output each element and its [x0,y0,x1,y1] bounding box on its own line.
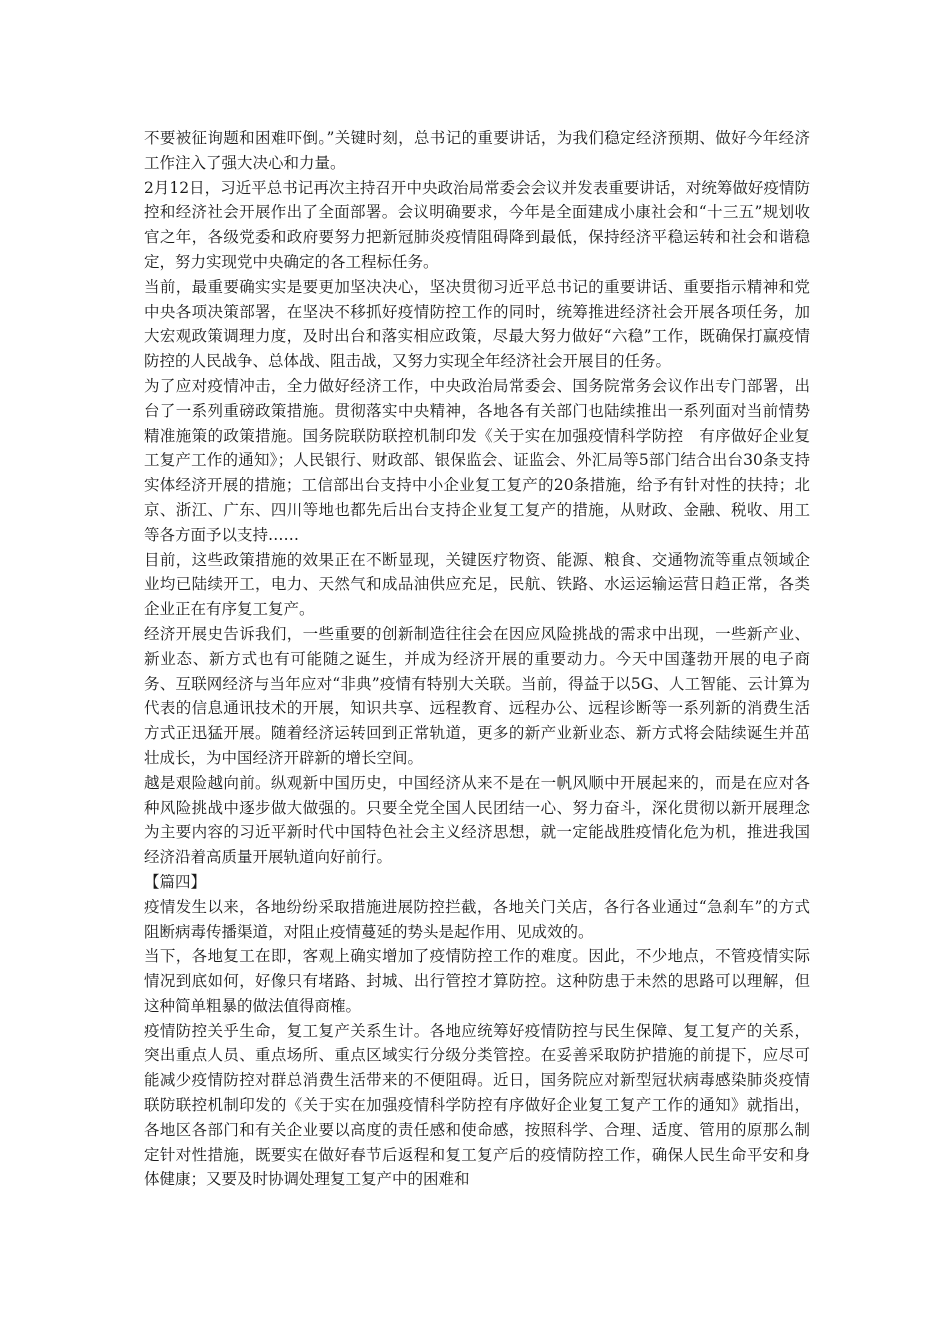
paragraph-2: 2月12日，习近平总书记再次主持召开中央政治局常委会会议并发表重要讲话，对统筹做好疫情防控和经济社会开展作出了全面部署。会议明确要求，今年是全面建成小康社会和“十三五”规划收官之年，各级党委和政府要努力把新冠肺炎疫情阻碍降到最低，保持经济平稳运转和社会和谐稳定，努力实现党中央确定的各工程标任务。 [144,178,810,271]
paragraph-6: 经济开展史告诉我们，一些重要的创新制造往往会在因应风险挑战的需求中出现，一些新产业、新业态、新方式也有可能随之诞生，并成为经济开展的重要动力。今天中国蓬勃开展的电子商务、互联网经济与当年应对“非典”疫情有特别大关联。当前，得益于以5G、人工智能、云计算为代表的信息通讯技术的开展，知识共享、远程教育、远程办公、远程诊断等一系列新的消费生活方式正迅猛开展。随着经济运转回到正常轨道，更多的新产业新业态、新方式将会陆续诞生并茁壮成长，为中国经济开辟新的增长空间。 [144,624,810,767]
paragraph-5: 目前，这些政策措施的效果正在不断显现，关键医疗物资、能源、粮食、交通物流等重点领域企业均已陆续开工，电力、天然气和成品油供应充足，民航、铁路、水运运输运营日趋正常，各类企业正在有序复工复产。 [144,550,810,619]
paragraph-8: 疫情发生以来，各地纷纷采取措施进展防控拦截，各地关门关店，各行各业通过“急刹车”的方式阻断病毒传播渠道，对阻止疫情蔓延的势头是起作用、见成效的。 [144,897,810,941]
section-heading: 【篇四】 [144,872,207,891]
paragraph-3: 当前，最重要确实实是要更加坚决决心，坚决贯彻习近平总书记的重要讲话、重要指示精神和党中央各项决策部署，在坚决不移抓好疫情防控工作的同时，统筹推进经济社会开展各项任务，加大宏观政策调理力度，及时出台和落实相应政策，尽最大努力做好“六稳”工作，既确保打赢疫情防控的人民战争、总体战、阻击战，又努力实现全年经济社会开展目的任务。 [144,277,810,371]
document-page [144,126,810,1192]
paragraph-4: 为了应对疫情冲击，全力做好经济工作，中央政治局常委会、国务院常务会议作出专门部署，出台了一系列重磅政策措施。贯彻落实中央精神，各地各有关部门也陆续推出一系列面对当前情势精准施策的政策措施。国务院联防联控机制印发《关于实在加强疫情科学防控 有序做好企业复工复产工作的通知》；人民银行、财政部、银保监会、证监会、外汇局等5部门结合出台30条支持实体经济开展的措施；工信部出台支持中小企业复工复产的20条措施，给予有针对性的扶持；北京、浙江、广东、四川等地也都先后出台支持企业复工复产的措施，从财政、金融、税收、用工等各方面予以支持…… [144,376,810,544]
paragraph-10: 疫情防控关乎生命，复工复产关系生计。各地应统筹好疫情防控与民生保障、复工复产的关系，突出重点人员、重点场所、重点区域实行分级分类管控。在妥善采取防护措施的前提下，应尽可能减少疫情防控对群总消费生活带来的不便阻碍。近日，国务院应对新型冠状病毒感染肺炎疫情联防联控机制印发的《关于实在加强疫情科学防控有序做好企业复工复产工作的通知》就指出，各地区各部门和有关企业要以高度的责任感和使命感，按照科学、合理、适度、管用的原那么制定针对性措施，既要实在做好春节后返程和复工复产后的疫情防控工作，确保人民生命平安和身体健康；又要及时协调处理复工复产中的困难和 [144,1021,810,1189]
paragraph-9: 当下，各地复工在即，客观上确实增加了疫情防控工作的难度。因此，不少地点，不管疫情实际情况到底如何，好像只有堵路、封城、出行管控才算防控。这种防患于未然的思路可以理解，但这种简单粗暴的做法值得商榷。 [144,947,810,1015]
paragraph-7: 越是艰险越向前。纵观新中国历史，中国经济从来不是在一帆风顺中开展起来的，而是在应对各种风险挑战中逐步做大做强的。只要全党全国人民团结一心、努力奋斗，深化贯彻以新开展理念为主要内容的习近平新时代中国特色社会主义经济思想，就一定能战胜疫情化危为机，推进我国经济沿着高质量开展轨道向好前行。 [144,773,810,867]
paragraph-1: 不要被征询题和困难吓倒。”关键时刻，总书记的重要讲话，为我们稳定经济预期、做好今年经济工作注入了强大决心和力量。 [144,129,810,172]
